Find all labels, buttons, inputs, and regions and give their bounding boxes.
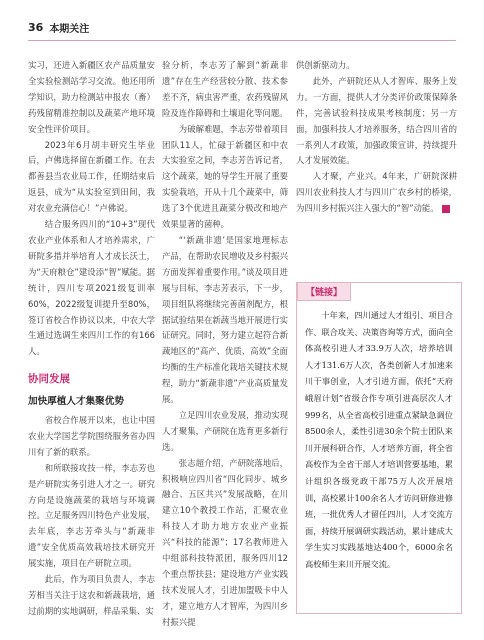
link-body <box>305 307 453 573</box>
paragraph: 张志超介绍，产研院落地后，积极响应四川省“四化同步、城乡融合、五区共兴”发展战略，在川建立10个教授工作站，汇聚农业科技人才助力地方农业产业振兴“科技的能源”；17名教师进入中组部科技特派团，服务四川12个重点帮扶县；建设地方产业实践技术发展人才，引进加盟吸卡中人才，建立地方人才智库，为四川乡村振兴提 <box>162 457 288 627</box>
link-sidebar-box <box>296 282 462 614</box>
paragraph: 实习，还进入新疆区农产品质量安全实验检测站学习交流。他还用所学知识，助力检测站申报农（畜）药残留精准控制以及蔬菜产地环境安全性评价项目。 <box>28 60 155 134</box>
paragraph <box>296 169 457 217</box>
article-column-1 <box>28 58 155 620</box>
link-tag: 【链接】 <box>297 282 351 301</box>
paragraph: 结合服务四川的“10+3”现代农业产业体系和人才培养需求，广研院多措并举培育人才成长沃土，为“天府粮仓”建设添“智”赋能。据统计，四川专项2021级复训率60%，2022级复训提升至80%，签订省校合作协议以来，中农大学生通过选调生来四川工作的有166人。 <box>28 219 155 357</box>
page-header <box>28 18 89 36</box>
page-number: 36 <box>28 20 44 34</box>
link-paragraph: 十年来，四川通过人才组引、项目合作、联合攻关、决策咨询等方式，面向全体高校引进人才33.9万人次，培养培训人才131.6万人次，各类创新人才加速来川干事创业，人才引进方面，依托“天府峨眉计划”省级合作专项引进高层次人才999名，从全省高校引进重点紧缺急调位8500余人，柔性引进30余个院士团队来川开展科研合作，人才培养方面，将全省高校作为全省干部人才培训营要基地，累计组织各级党政干部75万人次开展培训，高校累计100余名人才访问研修进修班，一批优秀人才留任四川，人才交流方面，持续开展调研实践活动，累计建成大学生实习实践基地达400个，6000余名高校师生来川开展交流。 <box>305 310 453 569</box>
section-title: 本期关注 <box>49 23 90 35</box>
paragraph: 省校合作展开以来，也让中国农业大学国艺学院围绕服务省办四川有了新的联系。 <box>28 415 155 457</box>
paragraph: 和所联接攻技一样，李志芳也是产研院实务引进人才之一。研究方向是设施蔬菜的栽培与环境调控。立足服务四川特色产业发展，去年底，李志芳牵头与“新蔬非遗”安全优质高效栽培技术研究开展实施，项目在产研院立项。 <box>28 462 155 569</box>
section-heading: 协同发展 <box>28 373 70 386</box>
article-column-2 <box>162 58 288 631</box>
paragraph: 验分析，李志芳了解到“新蔬非遗”存在生产经营较分散、技术参差不齐，病虫害严重，农药残留风险及连作障碍和土壤退化等问题。 <box>162 60 288 118</box>
paragraph: 供创新驱动力。 <box>296 60 355 70</box>
paragraph: 为破解难题，李志芳带着项目团队11人，忙碌于新疆区和中农大实验室之间，李志芳告诉记者，这个蔬菜，她的导学生开展了重要实验栽培，开从十几个蔬菜中，筛选了3个优进且蔬菜分极改和地产效果显著的菌种。 <box>162 123 288 230</box>
paragraph: 立足四川农业发展，推动实现人才聚集，产研院在选育更多新行选。 <box>162 409 288 452</box>
paragraph: “‘新蔬非遗’是国家地理标志产品，在帮助农民增收及乡村振兴方面发挥着重要作用。”谈及项目进展与目标，李志芳表示，下一步，项目组队将继续完善菌剂配方，根据试验结果在新蔬当地开展进行实证研究。同时，努力建立起符合新蔬地区的“高产、优质、高效”全面均衡的生产标准化栽培关键技术规程，助力“新蔬非遗”产业高质量发展。 <box>162 234 288 405</box>
header-divider <box>28 40 456 41</box>
end-mark-icon <box>442 205 450 213</box>
paragraph-text: 人才聚，产业兴。4年来，广研院深耕四川农业科技人才与四川广农乡村的桥梁，为四川乡村振兴注入强大的“智”动能。 <box>296 171 457 214</box>
paragraph: 此后，作为项目负责人，李志芳相当关注于这农和新蔬栽培，通过前期的实地调研，样品采集、实 <box>28 574 155 616</box>
paragraph: 2023年6月胡丰研究生毕业后，卢佛选择留在新疆工作。在去都善县当农业局工作，任期结束后返县，成为“从实验室到田间，我对农业充满信心！”卢佛说。 <box>28 139 155 214</box>
sub-heading: 加快厚植人才集聚优势 <box>28 396 124 408</box>
article-column-3 <box>296 58 457 217</box>
paragraph: 此外，产研院还从人才智库、服务上发力。一方面，提供人才分类评价政策保障条件，完善试验科技成果考核制度；另一方面，加强科技人才培养服务，结合四川省的一系列人才政策，加强政策宣讲，持续提升人才发展效能。 <box>296 75 457 166</box>
